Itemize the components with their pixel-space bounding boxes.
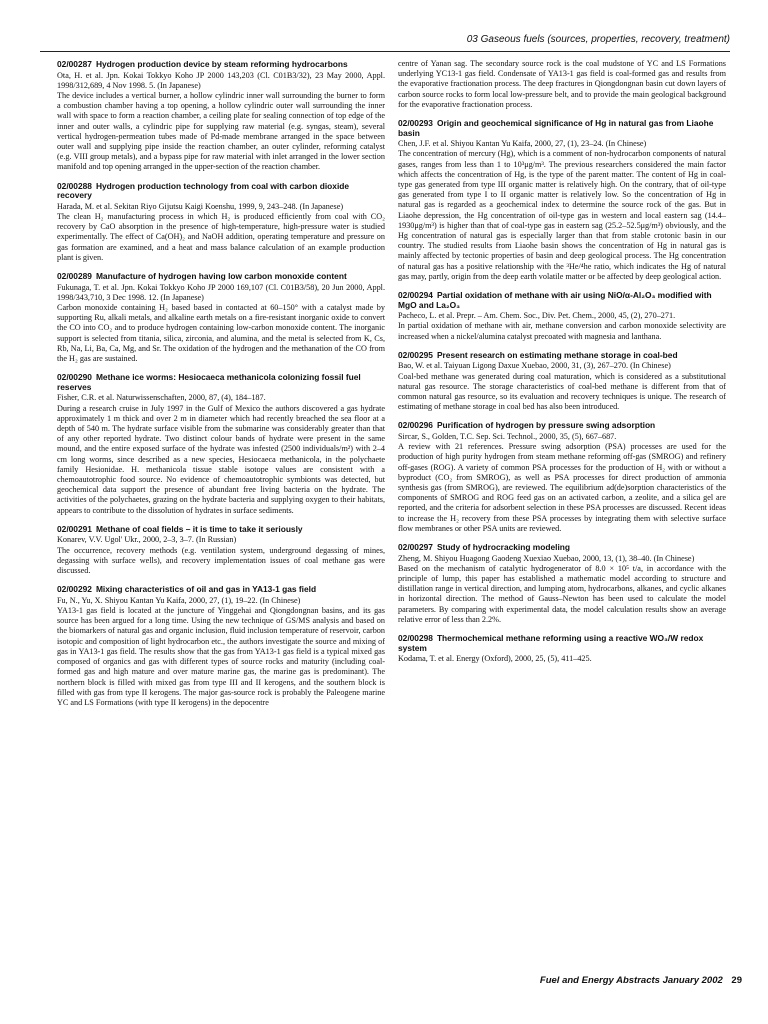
right-column — [398, 59, 726, 673]
abstract-title — [57, 525, 385, 535]
abstract-title — [398, 634, 726, 653]
abstract-title — [57, 373, 385, 392]
abstract-title-text: Present research on estimating methane storage in coal-bed — [436, 349, 678, 360]
section-header: 03 Gaseous fuels (sources, properties, recovery, treatment) — [466, 34, 730, 45]
abstract-body: Based on the mechanism of catalytic hydrogenerator of 8.0 × 10⁵ t/a, in accordance with the principle of lump, this paper has established a mathematic model according to structure and distillation range in vertical direction, and lumping atom, hydrocarbons, alkanes, and cyclic alkanes in horizontal direction. The method of Gauss–Newton has been used to calculate the model parameters. By comparing with experimental data, the model calculation results show an average relative error of less than 2.2%. — [398, 563, 726, 624]
abstract-body: The device includes a vertical burner, a hollow cylindric inner wall surrounding the burner to form a combustion chamber having a top opening, a hollow cylindric outer wall surrounding the inner wall with space to form a reaction chamber, a ceiling plate for sealing connection of top edge of the inner and outer walls, a cylindric pipe for supplying raw material (e.g. syngas, steam), several vertical hydrogen-permeation tubes made of Pd-made membrane arranged in the space between outer wall and supplying pipe inside the reaction chamber, an outer cylinder, reforming catalyst (e.g. VIII group metals), and a bypass pipe for raw material with inlet arranged in the lower section manifold and top opening arranged in the upper-section of the reaction chamber. — [57, 91, 385, 172]
abstract-body: In partial oxidation of methane with air, methane conversion and carbon monoxide selectivity are increased when a nickel/alumina catalyst precoated with magnesia and lanthana. — [398, 321, 726, 341]
abstract-citation: Sircar, S., Golden, T.C. Sep. Sci. Technol., 2000, 35, (5), 667–687. — [398, 432, 617, 442]
abstract-title-text: Manufacture of hydrogen having low carbon monoxide content — [95, 271, 347, 282]
abstract-number: 02/00289 — [57, 271, 92, 282]
abstract-body: During a research cruise in July 1997 in the Gulf of Mexico the authors discovered a gas hydrate approximately 1 m thick and over 2 m in diameter which had recently breached the sea floor at a depth of 540 m. The hydrate surface visible from the submarine was considerably greater than that of any other reported hydrate. Two distinct colour bands of hydrate were present in the same mound, and the entire exposed surface of the hydrate was infested (2500 individuals/m²) with 2–4 cm long worms, since described as a new species, Hesiocaeca methanicola, in the polychaete family Hesionidae. H. methanicola tissue stable isotope values are consistent with a chemoautotrophic food source. No evidence of chemoautotrophic symbionts was detected, but geochemical data support the presence of abundant free living bacteria on the hydrate. The activities of the polychaetes, grazing on the hydrate bacteria and supplying oxygen to their habitats, appears to contribute to the dissolution of hydrates in surface sediments. — [57, 403, 385, 515]
abstract-title-text: Thermochemical methane reforming using a reactive WO₃/W redox system — [398, 633, 704, 653]
abstract-body: Carbon monoxide containing H₂ based based in contacted at 60–150° with a catalyst made by supporting Ru, alkali metals, and alkaline earth metals on a fire-resistant inorganic oxide to convert the CO into CO₂ and to produce hydrogen containing low-carbon monoxide content. The inorganic support is selected from titania, silica, zirconia, and alumina, and the metal is selected from K, Cs, Rb, Na, Li, Ba, Ca, Mg, and Sr. The oxidation of the hydrogen and the methanation of the CO from the H₂ gas are sustained. — [57, 303, 385, 364]
abstract-title-text: Purification of hydrogen by pressure swing adsorption — [436, 420, 656, 431]
abstract-entry — [398, 634, 726, 664]
abstract-title — [398, 119, 726, 138]
abstract-body: Coal-bed methane was generated during coal maturation, which is considered as a substitutional natural gas resource. The storage characteristics of coal-bed methane is different from that of common natural gas resource, so its evaluation and recovery techniques is unique. The research of estimating of methane storage in coal bed has also been introduced. — [398, 371, 726, 412]
abstract-title — [57, 60, 385, 70]
abstract-body: The concentration of mercury (Hg), which is a comment of non-hydrocarbon components of natural gases, ranges from less than 1 to 10³μg/m³. The previous researchers considered the main factor which affects the concentration of Hg, is the type of the parent matter. The content of Hg in coal-type gas generated from type III organic matter is relatively high. On the contrary, that of oil-type gas generated from type I to II organic matter is relatively low. So the concentration of Hg in natural gas is regarded as a geochemical index to determine the source rock of the gas. But in Liaohe depression, the Hg concentration of oil-type gas in western and local eastern sag (14.4–1930μg/m³) is higher than that of coal-type gas in eastern sag (25.2–52.5μg/m³) obviously, and the Hg concentration of natural gas is especially larger than that from stable crotonic basin in our country. The studied results from Liaohe basin shows the concentration of Hg in natural gas is mainly affected by tectonic properties of basin and deep geological process. The Hg concentration of natural gas has a positive relationship with the ³He/⁴he ratio, which indicates the Hg of natural gas may, partly, origin from the deep earth volatile matter or be affected by deep geological action. — [398, 149, 726, 281]
header-rule — [40, 51, 730, 52]
abstract-number: 02/00290 — [57, 372, 92, 383]
page-footer — [470, 975, 742, 986]
abstract-entry — [398, 119, 726, 282]
abstract-title-text: Hydrogen production device by steam reforming hydrocarbons — [95, 59, 348, 69]
abstract-number: 02/00297 — [398, 542, 433, 553]
abstract-title — [398, 421, 726, 431]
abstract-body: The clean H₂ manufacturing process in which H₂ is produced efficiently from coal with CO₂ recovery by CaO absorption in the presence of high-temperature, high-pressure water is studied experimentally. The effect of Ca(OH)₂ and NaOH addition, operating temperature and pressure on gas formation are examined, and a heat and mass balance calculation of an example production plant is given. — [57, 212, 385, 262]
abstract-entry — [57, 272, 385, 364]
left-column — [57, 60, 385, 717]
abstract-entry — [398, 291, 726, 342]
abstract-body: The occurrence, recovery methods (e.g. ventilation system, underground degassing of mines, degassing with surface wells), and recovery implementation issues of coal methane gas were discussed. — [57, 545, 385, 576]
abstract-entry — [57, 60, 385, 173]
footer-date: January 2002 — [662, 975, 723, 986]
abstract-number: 02/00295 — [398, 349, 433, 360]
abstract-number: 02/00292 — [57, 584, 92, 595]
abstract-number: 02/00294 — [398, 290, 433, 301]
abstract-number: 02/00288 — [57, 180, 92, 191]
abstract-citation: Bao, W. et al. Taiyuan Ligong Daxue Xuebao, 2000, 31, (3), 267–270. (In Chinese) — [398, 361, 671, 371]
abstract-citation: Pacheco, L. et al. Prepr. – Am. Chem. Soc., Div. Pet. Chem., 2000, 45, (2), 270–271. — [398, 311, 676, 321]
abstract-citation: Ota, H. et al. Jpn. Kokai Tokkyo Koho JP 2000 143,203 (Cl. C01B3/32), 23 May 2000, Appl. 1998/312,689, 4 Nov 1998. 5. (In Japanese) — [57, 70, 385, 90]
footer-page-number: 29 — [731, 975, 742, 986]
abstract-entry — [398, 421, 726, 534]
abstract-title-text: Study of hydrocracking modeling — [436, 542, 571, 553]
abstract-title — [398, 543, 726, 553]
abstract-title-text: Methane of coal fields – it is time to take it seriously — [95, 523, 303, 534]
footer-journal: Fuel and Energy Abstracts — [539, 975, 660, 986]
abstract-number: 02/00287 — [57, 59, 92, 69]
abstract-body: centre of Yanan sag. The secondary source rock is the coal mudstone of YC and LS Formations underlying YC13-1 gas field. Condensate of YA13-1 gas field is coal-formed gas and results from the evaporative fractionation process. The deep fractures in Qiongdongnan basin cut down layers of carbon source rocks to form local low-pressure belt, and to provide the main geological background for the evaporative fractionation process. — [398, 59, 726, 109]
abstract-citation: Fukunaga, T. et al. Jpn. Kokai Tokkyo Koho JP 2000 169,107 (Cl. C01B3/58), 20 Jun 2000, Appl. 1998/343,710, 3 Dec 1998. 12. (In Japanese) — [57, 282, 385, 302]
abstract-number: 02/00291 — [57, 523, 92, 534]
abstract-title — [57, 182, 385, 201]
abstract-entry — [57, 585, 385, 708]
abstract-citation: Kodama, T. et al. Energy (Oxford), 2000, 25, (5), 411–425. — [398, 654, 592, 664]
abstract-citation: Chen, J.F. et al. Shiyou Kantan Yu Kaifa, 2000, 27, (1), 23–24. (In Chinese) — [398, 139, 647, 149]
abstract-entry — [398, 59, 726, 110]
abstract-title — [398, 291, 726, 310]
abstract-citation: Zheng, M. Shiyou Huagong Gaodeng Xuexiao Xuebao, 2000, 13, (1), 38–40. (In Chinese) — [398, 553, 695, 563]
abstract-title — [57, 272, 385, 282]
abstract-body: A review with 21 references. Pressure swing adsorption (PSA) processes are used for the production of high purity hydrogen from steam methane reforming off-gas (SMROG) and refinery off-gases (ROG). A variety of common PSA processes for the production of H₂ with or without a byproduct (CO₂ from SMROG), as well as PSA processes for direct production of ammonia synthesis gas (from SMROG), are reviewed. The equilibrium ad(de)sorption characteristics of the components of SMROG and ROG feed gas on an activated carbon, a zeolite, and a silica gel are reported, and the criteria for adsorbent selection in these PSA processes are discussed. Recent ideas to increase the H₂ recovery from these PSA processes by integrating them with selective surface flow membranes or other PSA units are reviewed. — [398, 442, 726, 533]
abstract-entry — [57, 373, 385, 516]
abstract-entry — [57, 182, 385, 263]
abstract-body: YA13-1 gas field is located at the juncture of Yinggehai and Qiongdongnan basins, and its gas source has been argued for a long time. Using the new technique of GS/MS analysis and based on the biomarkers of natural gas and organic inclusion, fluid inclusion temperature of reservoir, carbon isotopic and composition of light hydrocarbon etc., the authors investigate the source and mixing of gas in YA13-1 gas field. The results show that the gas from YA13-1 gas field is a typical mixed gas composed of organics and gas with different types of source rocks and maturity (including coal-formed gas and high mature and over mature marine gas, the marine gas is predominant). The northern block is filled with mixed gas from type III and II kerogens, and the southern block is filled with gas from type II kerogens. The major gas-source rock is probably the Paleogene marine YC and LS Formations (with type II kerogens) in the depocentre — [57, 606, 385, 707]
abstract-title-text: Origin and geochemical significance of Hg in natural gas from Liaohe basin — [398, 118, 714, 138]
abstract-title-text: Mixing characteristics of oil and gas in YA13-1 gas field — [95, 584, 317, 595]
abstract-title — [57, 585, 385, 595]
abstract-number: 02/00293 — [398, 118, 433, 129]
abstract-citation: Konarev, V.V. Ugol' Ukr., 2000, 2–3, 3–7. (In Russian) — [57, 535, 237, 545]
abstract-entry — [57, 525, 385, 576]
abstract-entry — [398, 543, 726, 625]
abstract-citation: Harada, M. et al. Sekitan Riyo Gijutsu Kaigi Koenshu, 1999, 9, 243–248. (In Japanese) — [57, 201, 344, 211]
abstract-citation: Fu, N., Yu, X. Shiyou Kantan Yu Kaifa, 2000, 27, (1), 19–22. (In Chinese) — [57, 595, 301, 605]
abstract-title-text: Methane ice worms: Hesiocaeca methanicola colonizing fossil fuel reserves — [57, 372, 361, 392]
abstract-citation: Fisher, C.R. et al. Naturwissenschaften, 2000, 87, (4), 184–187. — [57, 393, 266, 403]
abstract-title-text: Partial oxidation of methane with air using NiO/α-Al₂O₃ modified with MgO and La₂O₃ — [398, 290, 712, 310]
abstract-number: 02/00298 — [398, 633, 433, 644]
abstract-title-text: Hydrogen production technology from coal with carbon dioxide recovery — [57, 180, 350, 201]
abstract-entry — [398, 351, 726, 413]
abstract-title — [398, 351, 726, 361]
abstract-number: 02/00296 — [398, 420, 433, 431]
